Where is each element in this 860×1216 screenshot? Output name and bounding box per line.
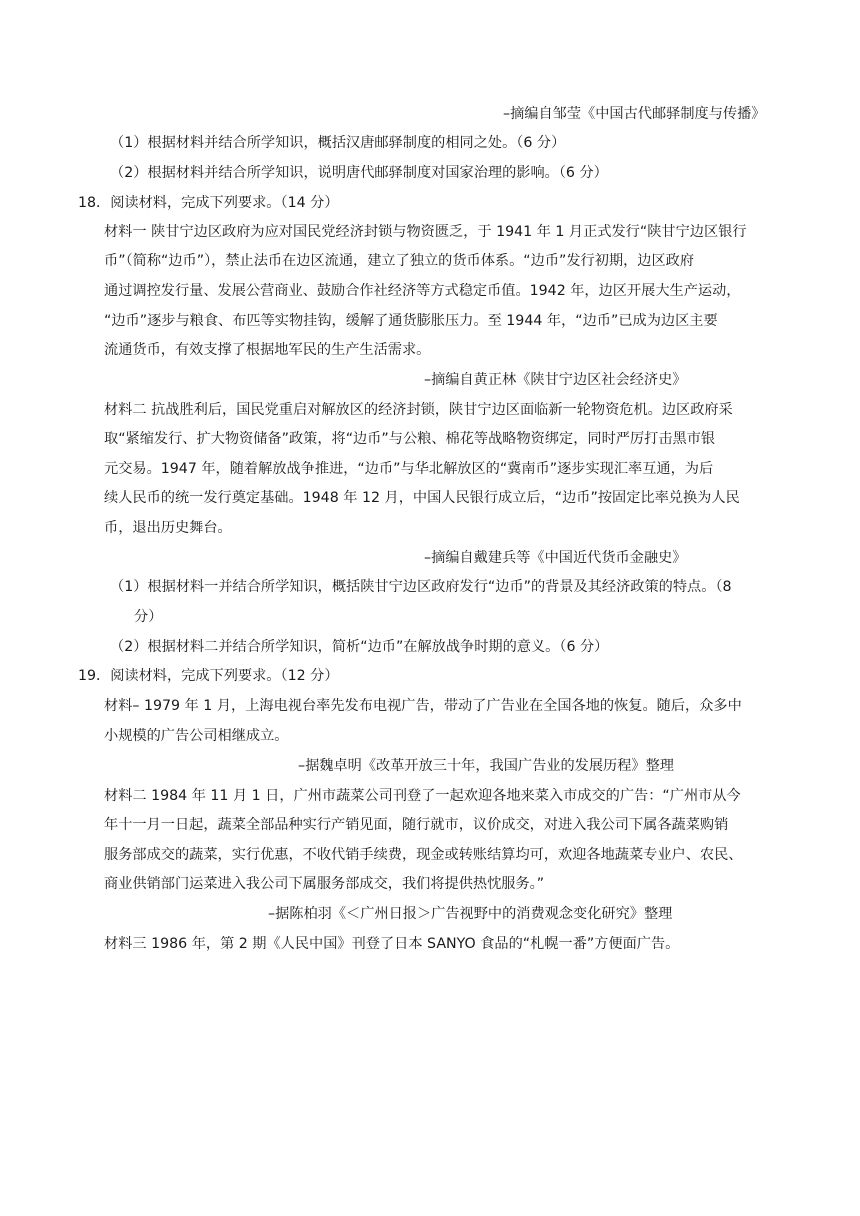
- q17-source: –摘编自邹莹《中国古代邮驿制度与传播》: [503, 106, 766, 122]
- q18-m1-line: 流通货币，有效支撑了根据地军民的生产生活需求。: [104, 342, 431, 358]
- q19-m1-line: 材料– 1979 年 1 月，上海电视台率先发布电视广告，带动了广告业在全国各地的恢复。随后，众多中: [104, 698, 742, 714]
- q19-heading: 19．阅读材料，完成下列要求。（12 分）: [78, 668, 339, 684]
- q17-subquestion-1: （1）根据材料并结合所学知识，概括汉唐邮驿制度的相同之处。（6 分）: [110, 135, 566, 151]
- q19-m1-source: –据魏卓明《改革开放三十年，我国广告业的发展历程》整理: [298, 758, 674, 774]
- q19-material-3: 材料三 1986 年，第 2 期《人民中国》刊登了日本 SANYO 食品的“札幌一番”方便面广告。: [104, 936, 680, 952]
- q18-subquestion-1: （1）根据材料一并结合所学知识，概括陕甘宁边区政府发行“边币”的背景及其经济政策的特点。（8: [110, 579, 732, 595]
- q18-m2-line: 币，退出历史舞台。: [104, 520, 232, 536]
- q18-m1-source: –摘编自黄正林《陕甘宁边区社会经济史》: [424, 372, 687, 388]
- q19-m2-line: 材料二 1984 年 11 月 1 日，广州市蔬菜公司刊登了一起欢迎各地来菜入市成交的广告：“广州市从今: [104, 788, 741, 804]
- q18-subquestion-2: （2）根据材料二并结合所学知识，简析“边币”在解放战争时期的意义。（6 分）: [110, 639, 609, 655]
- q18-m1-line: 币”（简称“边币”），禁止法币在边区流通，建立了独立的货币体系。“边币”发行初期，边区政府: [104, 253, 695, 269]
- q18-m1-line: “边币”逐步与粮食、布匹等实物挂钩，缓解了通货膨胀压力。至 1944 年，“边币”已成为边区主要: [104, 313, 718, 329]
- q18-heading: 18．阅读材料，完成下列要求。（14 分）: [78, 195, 339, 211]
- q19-m2-line: 商业供销部门运菜进入我公司下属服务部成交，我们将提供热忱服务。”: [104, 876, 545, 892]
- q18-m2-line: 材料二 抗战胜利后，国民党重启对解放区的经济封锁，陕甘宁边区面临新一轮物资危机。边区政府采: [104, 402, 733, 418]
- q19-m1-line: 小规模的广告公司相继成立。: [104, 728, 289, 744]
- q19-m2-line: 年十一月一日起，蔬菜全部品种实行产销见面，随行就市，议价成交，对进入我公司下属各蔬菜购销: [104, 817, 729, 833]
- q18-m1-line: 通过调控发行量、发展公营商业、鼓励合作社经济等方式稳定币值。1942 年，边区开展大生产运动，: [104, 283, 741, 299]
- q18-m2-line: 续人民币的统一发行奠定基础。1948 年 12 月，中国人民银行成立后，“边币”按固定比率兑换为人民: [104, 490, 740, 506]
- q18-m2-line: 取“紧缩发行、扩大物资储备”政策，将“边币”与公粮、棉花等战略物资绑定，同时严厉打击黑市银: [104, 431, 716, 447]
- q18-m2-source: –摘编自戴建兵等《中国近代货币金融史》: [424, 550, 687, 566]
- q19-m2-line: 服务部成交的蔬菜，实行优惠，不收代销手续费，现金或转账结算均可，欢迎各地蔬菜专业户、农民、: [104, 847, 743, 863]
- q17-subquestion-2: （2）根据材料并结合所学知识，说明唐代邮驿制度对国家治理的影响。（6 分）: [110, 165, 608, 181]
- q18-subquestion-1-cont: 分）: [134, 609, 163, 625]
- q19-m2-source: –据陈柏羽《＜广州日报＞广告视野中的消费观念变化研究》整理: [268, 906, 673, 922]
- q18-m1-line: 材料一 陕甘宁边区政府为应对国民党经济封锁与物资匮乏，于 1941 年 1 月正式发行“陕甘宁边区银行: [104, 224, 747, 240]
- q18-m2-line: 元交易。1947 年，随着解放战争推进，“边币”与华北解放区的“冀南币”逐步实现汇率互通，为后: [104, 461, 714, 477]
